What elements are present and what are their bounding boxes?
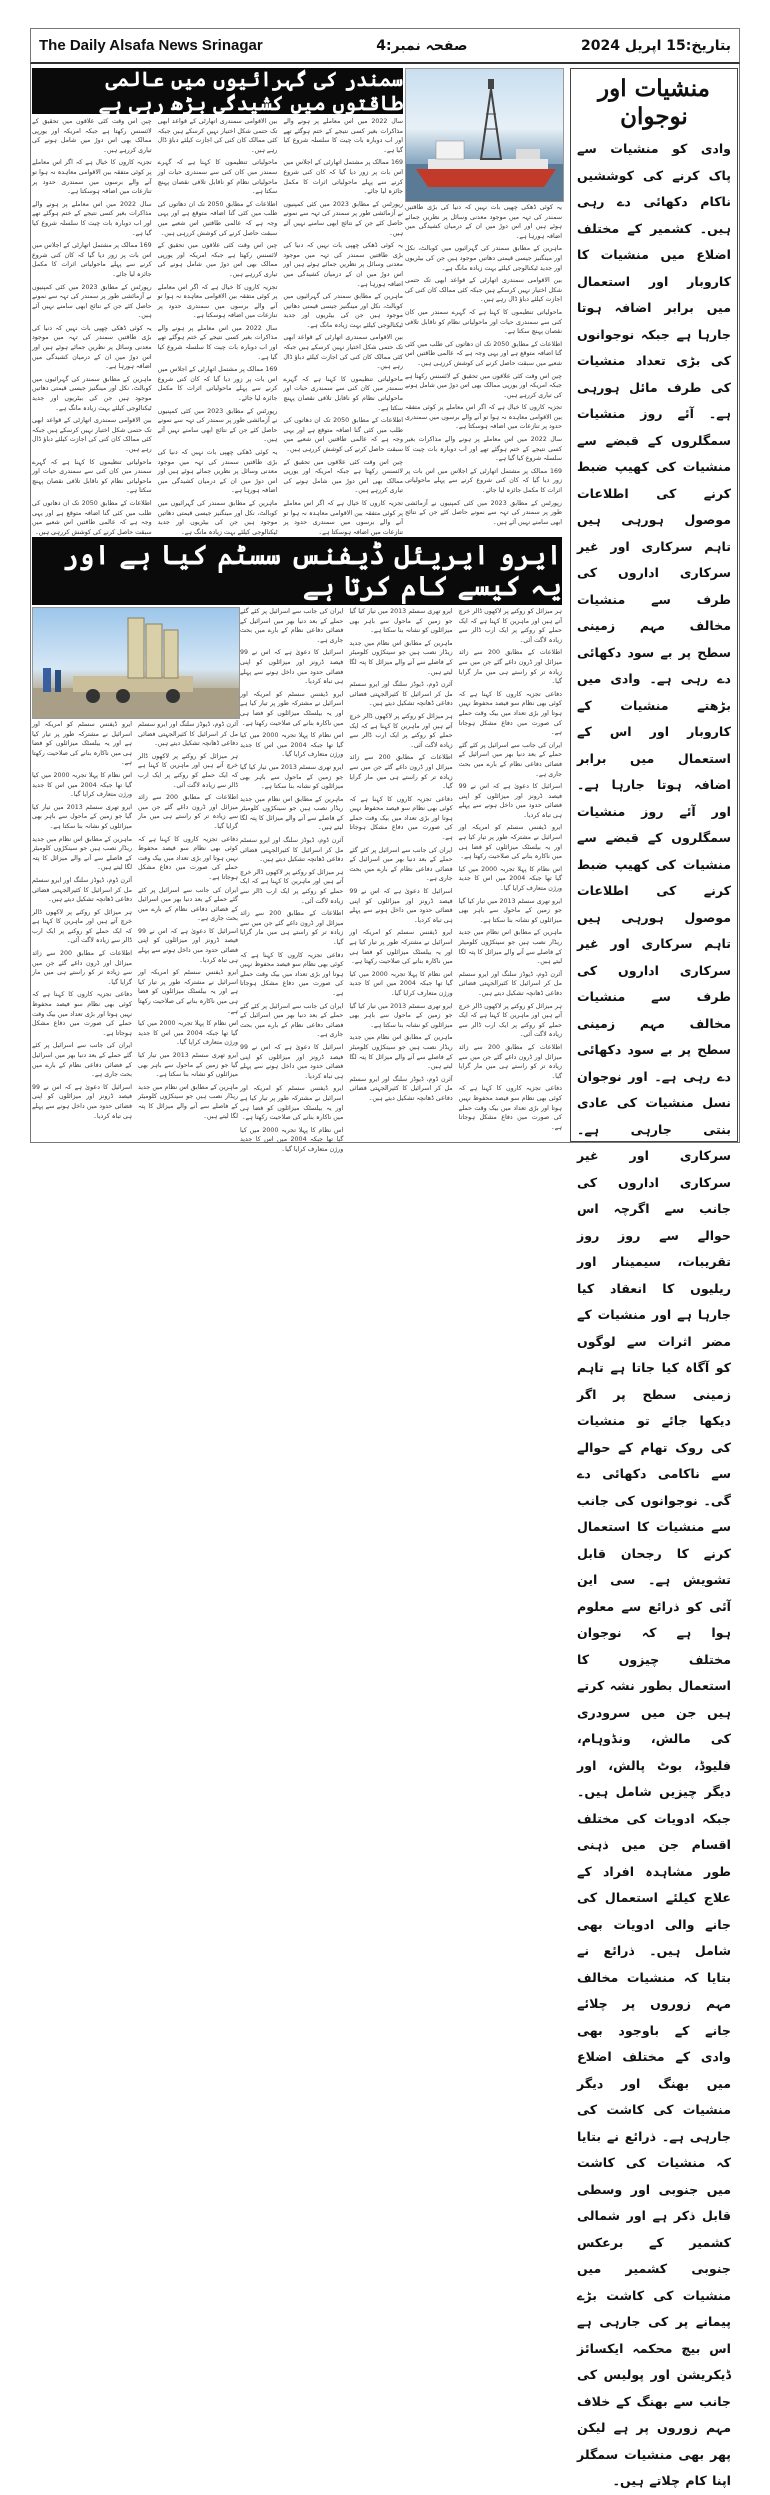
- paragraph: ایرو ڈیفنس سسٹم کو امریکہ اور اسرائیل نے مشترکہ طور پر تیار کیا ہے اور یہ بیلسٹک میزائلوں کو فضا ہی میں ناکارہ بنانے کی صلاحیت رکھتا ہے۔: [349, 929, 453, 966]
- paragraph: اطلاعات کے مطابق 200 سے زائد میزائل اور ڈرون داغے گئے جن میں سے زیادہ تر کو راستے ہی میں مار گرایا گیا۔: [458, 1043, 562, 1080]
- paragraph: ایرو تھری سسٹم 2013 میں تیار کیا گیا جو زمین کے ماحول سے باہر بھی میزائلوں کو نشانہ بنا سکتا ہے۔: [138, 1052, 238, 1079]
- paragraph: ماہرین کے مطابق سمندر کی گہرائیوں میں کوبالٹ، نکل اور مینگنیز جیسی قیمتی دھاتیں موجود ہیں جن کی بیٹریوں اور جدید ٹیکنالوجی کیلئے بہت زیادہ مانگ ہے۔: [157, 499, 278, 536]
- paragraph: ماحولیاتی تنظیموں کا کہنا ہے کہ گہرے سمندر میں کان کنی سے سمندری حیات اور ماحولیاتی نظام کو ناقابل تلافی نقصان پہنچ سکتا ہے۔: [405, 308, 562, 336]
- paragraph: ہر میزائل کو روکنے پر لاکھوں ڈالر خرچ آتے ہیں اور ماہرین کا کہنا ہے کہ ایک حملے کو روکنے پر ایک ارب ڈالر سے زیادہ لاگت آئی۔: [458, 608, 562, 644]
- paragraph: رپورٹس کے مطابق 2023 میں کئی کمپنیوں نے آزمائشی طور پر سمندر کی تہہ سے نمونے حاصل کئے جن کے نتائج ابھی سامنے نہیں آئے ہیں۔: [405, 499, 562, 526]
- article-2-columns: [240, 607, 562, 1153]
- paragraph: 169 ممالک پر مشتمل اتھارٹی کے اجلاس میں اس بات پر زور دیا گیا کہ کان کنی شروع کرنے سے پہلے ماحولیاتی اثرات کا مکمل جائزہ لیا جائے۔: [283, 159, 404, 196]
- paragraph: آئرن ڈوم، ڈیوڈز سلنگ اور ایرو سسٹم مل کر اسرائیل کا کثیرالجہتی فضائی دفاعی ڈھانچہ تشکیل دیتے ہیں۔: [349, 1075, 453, 1102]
- paragraph: رپورٹس کے مطابق 2023 میں کئی کمپنیوں نے آزمائشی طور پر سمندر کی تہہ سے نمونے حاصل کئے جن کے نتائج ابھی سامنے نہیں آئے ہیں۔: [157, 407, 278, 444]
- paragraph: یہ کوئی ڈھکی چھپی بات نہیں کہ دنیا کی بڑی طاقتیں سمندر کی تہہ میں موجود معدنی وسائل پر نظریں جمائے ہوئے ہیں اور اس دوڑ میں ان کے درمیان کشیدگی میں اضافہ ہورہا ہے۔: [405, 204, 562, 240]
- paragraph: دفاعی تجزیہ کاروں کا کہنا ہے کہ کوئی بھی نظام سو فیصد محفوظ نہیں ہوتا اور بڑی تعداد میں بیک وقت حملے کی صورت میں دفاع مشکل ہوجاتا ہے۔: [349, 795, 453, 842]
- paragraph: چین اس وقت کئی علاقوں میں تحقیق کے لائسنس رکھتا ہے جبکہ امریکہ اور یورپی ممالک بھی اس دوڑ میں شامل ہونے کی تیاری کررہے ہیں۔: [157, 242, 278, 278]
- paragraph: اس نظام کا پہلا تجربہ 2000 میں کیا گیا تھا جبکہ 2004 میں اس کا جدید ورژن متعارف کرایا گیا۔: [240, 1126, 344, 1153]
- paragraph: 169 ممالک پر مشتمل اتھارٹی کے اجلاس میں اس بات پر زور دیا گیا کہ کان کنی شروع کرنے سے پہلے ماحولیاتی اثرات کا مکمل جائزہ لیا جائے۔: [157, 366, 278, 403]
- paragraph: ہر میزائل کو روکنے پر لاکھوں ڈالر خرچ آتے ہیں اور ماہرین کا کہنا ہے کہ ایک حملے کو روکنے پر ایک ارب ڈالر سے زیادہ لاگت آئی۔: [349, 712, 453, 749]
- editorial-body: وادی کو منشیات سے پاک کرنے کی کوششیں ناکام دکھائی دے رہی ہیں۔ کشمیر کے مختلف اضلاع میں منشیات کا کاروبار اور استعمال میں برابر اضافہ ہوتا جارہا ہے جبکہ نوجوانوں کی بڑی تعداد منشیات کی طرف مائل ہورہی ہے۔ آئے روز منشیات سمگلروں کے قبضے سے منشیات کی کھیپ ضبط کرنے کی اطلاعات موصول ہورہی ہیں تاہم سرکاری اور غیر سرکاری اداروں کی طرف سے منشیات مخالف مہم زمینی سطح پر بے سود دکھائی دے رہی ہے۔ وادی میں بڑھتے منشیات کے کاروبار اور اس کے استعمال میں برابر اضافہ ہوتا جارہا ہے۔ اور آئے روز منشیات سمگلروں کے قبضے سے منشیات کی کھیپ ضبط کرنے کی اطلاعات موصول ہورہی ہیں تاہم سرکاری اور غیر سرکاری اداروں کی طرف سے منشیات مخالف مہم زمینی سطح پر بے سود دکھائی دے رہی ہے۔ اور نوجوان نسل منشیات کی عادی بنتی جارہی ہے۔ سرکاری اور غیر سرکاری اداروں کی جانب سے اگرچہ اس حوالے سے روز روز تقریبات، سیمینار اور ریلیوں کا انعقاد کیا جارہا ہے اور منشیات کے مضر اثرات سے لوگوں کو آگاہ کیا جاتا ہے تاہم زمینی سطح پر اگر دیکھا جائے تو منشیات کی روک تھام کے حوالے سے ناکامی دکھائی دے گی۔ نوجوانوں کی جانب سے منشیات کا استعمال کرنے کا رجحان قابل تشویش ہے۔ سی این آئی کو ذرائع سے معلوم ہوا ہے کہ نوجوان مختلف چیزوں کا استعمال بطور نشہ کرتے ہیں جن میں سرودری کی مالش، ونڈوہام، فلیوڈ، بوٹ پالش، اور دیگر چیزیں شامل ہیں۔ جبکہ ادویات کی مختلف اقسام جن میں ذہنی طور مشاہدہ افراد کے علاج کیلئے استعمال کی جانے والی ادویات بھی شامل ہیں۔ ذرائع نے بتایا کہ منشیات مخالف مہم زوروں پر چلائے جانے کے باوجود بھی وادی کے مختلف اضلاع میں بھنگ اور دیگر منشیات کی کاشت کی جارہی ہے۔ ذرائع نے بتایا کہ منشیات کی کاشت میں جنوبی اور وسطی قابل ذکر ہے اور شمالی کشمیر کے برعکس جنوبی کشمیر میں منشیات کی کاشت بڑے پیمانے پر کی جارہی ہے اس بیچ محکمہ ایکسائز ڈیکریشن اور پولیس کی جانب سے بھنگ کے خلاف مہم زوروں پر ہے لیکن پھر بھی منشیات سمگلر اپنا کام چلاتے ہیں۔: [577, 141, 731, 2489]
- paragraph: اطلاعات کے مطابق 2050 تک ان دھاتوں کی طلب میں کئی گنا اضافہ متوقع ہے اور یہی وجہ ہے کہ عالمی طاقتیں اس شعبے میں سبقت حاصل کرنے کی کوشش کررہی ہیں۔: [32, 499, 152, 536]
- editorial-title: منشیات اور نوجوان: [598, 75, 710, 130]
- paragraph: چین اس وقت کئی علاقوں میں تحقیق کے لائسنس رکھتا ہے جبکہ امریکہ اور یورپی ممالک بھی اس دوڑ میں شامل ہونے کی تیاری کررہے ہیں۔: [32, 118, 152, 154]
- paragraph: تجزیہ کاروں کا خیال ہے کہ اگر اس معاملے پر کوئی متفقہ بین الاقوامی معاہدہ نہ ہوا تو آنے والے برسوں میں سمندری حدود پر تنازعات میں اضافہ ہوسکتا ہے۔: [283, 499, 404, 536]
- paragraph: ایرو ڈیفنس سسٹم کو امریکہ اور اسرائیل نے مشترکہ طور پر تیار کیا ہے اور یہ بیلسٹک میزائلوں کو فضا ہی میں ناکارہ بنانے کی صلاحیت رکھتا ہے۔: [240, 1085, 344, 1122]
- paragraph: ایران کی جانب سے اسرائیل پر کئے گئے حملے کے بعد دنیا بھر میں اسرائیل کے فضائی دفاعی نظام کے بارے میں بحث جاری ہے۔: [240, 608, 344, 644]
- paragraph: ماہرین کے مطابق اس نظام میں جدید ریڈار نصب ہیں جو سینکڑوں کلومیٹر کے فاصلے سے آنے والے میزائل کا پتہ لگا لیتے ہیں۔: [240, 795, 344, 832]
- paragraph: ایرو تھری سسٹم 2013 میں تیار کیا گیا جو زمین کے ماحول سے باہر بھی میزائلوں کو نشانہ بنا سکتا ہے۔: [458, 897, 562, 924]
- paragraph: تجزیہ کاروں کا خیال ہے کہ اگر اس معاملے پر کوئی متفقہ بین الاقوامی معاہدہ نہ ہوا تو آنے والے برسوں میں سمندری حدود پر تنازعات میں اضافہ ہوسکتا ہے۔: [32, 159, 152, 196]
- paragraph: دفاعی تجزیہ کاروں کا کہنا ہے کہ کوئی بھی نظام سو فیصد محفوظ نہیں ہوتا اور بڑی تعداد میں بیک وقت حملے کی صورت میں دفاع مشکل ہوجاتا ہے۔: [32, 991, 132, 1037]
- article-column: [32, 117, 152, 536]
- paragraph: اسرائیل کا دعویٰ ہے کہ اس نے 99 فیصد ڈرونز اور میزائلوں کو اپنی فضائی حدود میں داخل ہونے سے پہلے ہی تباہ کردیا۔: [138, 927, 238, 964]
- paragraph: بین الاقوامی سمندری اتھارٹی کے قواعد ابھی تک حتمی شکل اختیار نہیں کرسکے ہیں جبکہ کئی ممالک کان کنی کی اجازت کیلئے دباؤ ڈال رہے ہیں۔: [283, 334, 404, 371]
- paragraph: اطلاعات کے مطابق 200 سے زائد میزائل اور ڈرون داغے گئے جن میں سے زیادہ تر کو راستے ہی میں مار گرایا گیا۔: [349, 754, 453, 791]
- paragraph: ماہرین کے مطابق اس نظام میں جدید ریڈار نصب ہیں جو سینکڑوں کلومیٹر کے فاصلے سے آنے والے میزائل کا پتہ لگا لیتے ہیں۔: [32, 835, 132, 872]
- editorial-column: [570, 68, 738, 2489]
- paragraph: ایرو تھری سسٹم 2013 میں تیار کیا گیا جو زمین کے ماحول سے باہر بھی میزائلوں کو نشانہ بنا سکتا ہے۔: [240, 763, 344, 791]
- paragraph: ایرو ڈیفنس سسٹم کو امریکہ اور اسرائیل نے مشترکہ طور پر تیار کیا ہے اور یہ بیلسٹک میزائلوں کو فضا ہی میں ناکارہ بنانے کی صلاحیت رکھتا ہے۔: [32, 721, 132, 767]
- paragraph: بین الاقوامی سمندری اتھارٹی کے قواعد ابھی تک حتمی شکل اختیار نہیں کرسکے ہیں جبکہ کئی ممالک کان کنی کی اجازت کیلئے دباؤ ڈال رہے ہیں۔: [157, 118, 278, 154]
- paragraph: ایران کی جانب سے اسرائیل پر کئے گئے حملے کے بعد دنیا بھر میں اسرائیل کے فضائی دفاعی نظام کے بارے میں بحث جاری ہے۔: [240, 1002, 344, 1039]
- paragraph: سال 2022 میں اس معاملے پر ہونے والے مذاکرات بغیر کسی نتیجے کے ختم ہوگئے تھے اور اب دوبارہ بات چیت کا سلسلہ شروع کیا گیا ہے۔: [32, 200, 152, 237]
- paragraph: آئرن ڈوم، ڈیوڈز سلنگ اور ایرو سسٹم مل کر اسرائیل کا کثیرالجہتی فضائی دفاعی ڈھانچہ تشکیل دیتے ہیں۔: [458, 970, 562, 997]
- paragraph: دفاعی تجزیہ کاروں کا کہنا ہے کہ کوئی بھی نظام سو فیصد محفوظ نہیں ہوتا اور بڑی تعداد میں بیک وقت حملے کی صورت میں دفاع مشکل ہوجاتا ہے۔: [138, 835, 238, 881]
- paragraph: ہر میزائل کو روکنے پر لاکھوں ڈالر خرچ آتے ہیں اور ماہرین کا کہنا ہے کہ ایک حملے کو روکنے پر ایک ارب ڈالر سے زیادہ لاگت آئی۔: [240, 868, 344, 905]
- paragraph: آئرن ڈوم، ڈیوڈز سلنگ اور ایرو سسٹم مل کر اسرائیل کا کثیرالجہتی فضائی دفاعی ڈھانچہ تشکیل دیتے ہیں۔: [240, 837, 344, 864]
- paragraph: آئرن ڈوم، ڈیوڈز سلنگ اور ایرو سسٹم مل کر اسرائیل کا کثیرالجہتی فضائی دفاعی ڈھانچہ تشکیل دیتے ہیں۔: [349, 681, 453, 708]
- article-column: [32, 720, 132, 1141]
- paragraph: ماہرین کے مطابق اس نظام میں جدید ریڈار نصب ہیں جو سینکڑوں کلومیٹر کے فاصلے سے آنے والے میزائل کا پتہ لگا لیتے ہیں۔: [458, 929, 562, 966]
- paragraph: ماحولیاتی تنظیموں کا کہنا ہے کہ گہرے سمندر میں کان کنی سے سمندری حیات اور ماحولیاتی نظام کو ناقابل تلافی نقصان پہنچ سکتا ہے۔: [32, 458, 152, 495]
- article-2-columns-left: [32, 720, 238, 1141]
- paragraph: دفاعی تجزیہ کاروں کا کہنا ہے کہ کوئی بھی نظام سو فیصد محفوظ نہیں ہوتا اور بڑی تعداد میں بیک وقت حملے کی صورت میں دفاع مشکل ہوجاتا ہے۔: [240, 951, 344, 997]
- page-number: صفحہ نمبر:4: [376, 37, 468, 54]
- paragraph: اس نظام کا پہلا تجربہ 2000 میں کیا گیا تھا جبکہ 2004 میں اس کا جدید ورژن متعارف کرایا گیا۔: [349, 970, 453, 997]
- paragraph: ماہرین کے مطابق سمندر کی گہرائیوں میں کوبالٹ، نکل اور مینگنیز جیسی قیمتی دھاتیں موجود ہیں جن کی بیٹریوں اور جدید ٹیکنالوجی کیلئے بہت زیادہ مانگ ہے۔: [32, 375, 152, 412]
- paragraph: ماحولیاتی تنظیموں کا کہنا ہے کہ گہرے سمندر میں کان کنی سے سمندری حیات اور ماحولیاتی نظام کو ناقابل تلافی نقصان پہنچ سکتا ہے۔: [157, 159, 278, 196]
- paragraph: ماہرین کے مطابق اس نظام میں جدید ریڈار نصب ہیں جو سینکڑوں کلومیٹر کے فاصلے سے آنے والے میزائل کا پتہ لگا لیتے ہیں۔: [349, 1034, 453, 1071]
- paragraph: ہر میزائل کو روکنے پر لاکھوں ڈالر خرچ آتے ہیں اور ماہرین کا کہنا ہے کہ ایک حملے کو روکنے پر ایک ارب ڈالر سے زیادہ لاگت آئی۔: [138, 752, 238, 789]
- paragraph: ایران کی جانب سے اسرائیل پر کئے گئے حملے کے بعد دنیا بھر میں اسرائیل کے فضائی دفاعی نظام کے بارے میں بحث جاری ہے۔: [349, 846, 453, 883]
- paragraph: ماہرین کے مطابق سمندر کی گہرائیوں میں کوبالٹ، نکل اور مینگنیز جیسی قیمتی دھاتیں موجود ہیں جن کی بیٹریوں اور جدید ٹیکنالوجی کیلئے بہت زیادہ مانگ ہے۔: [405, 245, 562, 272]
- article-1-headline: سمندر کی گہرائیوں میں عالمی طاقتوں میں کشیدگی بڑھ رہی ہے: [32, 68, 403, 114]
- issue-date: بتاریخ:15 اپریل 2024: [581, 37, 731, 54]
- article-2-photo: [32, 607, 240, 719]
- paragraph: اس نظام کا پہلا تجربہ 2000 میں کیا گیا تھا جبکہ 2004 میں اس کا جدید ورژن متعارف کرایا گیا۔: [32, 771, 133, 799]
- paragraph: اطلاعات کے مطابق 200 سے زائد میزائل اور ڈرون داغے گئے جن میں سے زیادہ تر کو راستے ہی میں مار گرایا گیا۔: [240, 910, 344, 946]
- paragraph: اسرائیل کا دعویٰ ہے کہ اس نے 99 فیصد ڈرونز اور میزائلوں کو اپنی فضائی حدود میں داخل ہونے سے پہلے ہی تباہ کردیا۔: [32, 1083, 132, 1120]
- paragraph: تجزیہ کاروں کا خیال ہے کہ اگر اس معاملے پر کوئی متفقہ بین الاقوامی معاہدہ نہ ہوا تو آنے والے برسوں میں سمندری حدود پر تنازعات میں اضافہ ہوسکتا ہے۔: [405, 404, 562, 431]
- article-column: [157, 117, 278, 536]
- paragraph: اطلاعات کے مطابق 2050 تک ان دھاتوں کی طلب میں کئی گنا اضافہ متوقع ہے اور یہی وجہ ہے کہ عالمی طاقتیں اس شعبے میں سبقت حاصل کرنے کی کوشش کررہی ہیں۔: [157, 200, 278, 237]
- paragraph: آئرن ڈوم، ڈیوڈز سلنگ اور ایرو سسٹم مل کر اسرائیل کا کثیرالجہتی فضائی دفاعی ڈھانچہ تشکیل دیتے ہیں۔: [138, 721, 238, 748]
- article-column: [138, 720, 238, 1141]
- paragraph: ایرو تھری سسٹم 2013 میں تیار کیا گیا جو زمین کے ماحول سے باہر بھی میزائلوں کو نشانہ بنا سکتا ہے۔: [32, 803, 132, 830]
- paragraph: اطلاعات کے مطابق 200 سے زائد میزائل اور ڈرون داغے گئے جن میں سے زیادہ تر کو راستے ہی میں مار گرایا گیا۔: [138, 794, 238, 830]
- paragraph: اسرائیل کا دعویٰ ہے کہ اس نے 99 فیصد ڈرونز اور میزائلوں کو اپنی فضائی حدود میں داخل ہونے سے پہلے ہی تباہ کردیا۔: [240, 649, 344, 686]
- paragraph: سال 2022 میں اس معاملے پر ہونے والے مذاکرات بغیر کسی نتیجے کے ختم ہوگئے تھے اور اب دوبارہ بات چیت کا سلسلہ شروع کیا گیا ہے۔: [405, 436, 562, 463]
- article-column: [240, 607, 344, 1153]
- newspaper-name: The Daily Alsafa News Srinagar: [39, 37, 263, 54]
- paragraph: ایرو ڈیفنس سسٹم کو امریکہ اور اسرائیل نے مشترکہ طور پر تیار کیا ہے اور یہ بیلسٹک میزائلوں کو فضا ہی میں ناکارہ بنانے کی صلاحیت رکھتا ہے۔: [458, 824, 562, 861]
- paragraph: بین الاقوامی سمندری اتھارٹی کے قواعد ابھی تک حتمی شکل اختیار نہیں کرسکے ہیں جبکہ کئی ممالک کان کنی کی اجازت کیلئے دباؤ ڈال رہے ہیں۔: [32, 417, 152, 453]
- paragraph: رپورٹس کے مطابق 2023 میں کئی کمپنیوں نے آزمائشی طور پر سمندر کی تہہ سے نمونے حاصل کئے جن کے نتائج ابھی سامنے نہیں آئے ہیں۔: [32, 283, 152, 320]
- article-column: [405, 203, 562, 530]
- paragraph: آئرن ڈوم، ڈیوڈز سلنگ اور ایرو سسٹم مل کر اسرائیل کا کثیرالجہتی فضائی دفاعی ڈھانچہ تشکیل دیتے ہیں۔: [32, 876, 132, 904]
- paragraph: ماہرین کے مطابق اس نظام میں جدید ریڈار نصب ہیں جو سینکڑوں کلومیٹر کے فاصلے سے آنے والے میزائل کا پتہ لگا لیتے ہیں۔: [349, 639, 453, 676]
- paragraph: یہ کوئی ڈھکی چھپی بات نہیں کہ دنیا کی بڑی طاقتیں سمندر کی تہہ میں موجود معدنی وسائل پر نظریں جمائے ہوئے ہیں اور اس دوڑ میں ان کے درمیان کشیدگی میں اضافہ ہورہا ہے۔: [283, 242, 404, 288]
- paragraph: اطلاعات کے مطابق 200 سے زائد میزائل اور ڈرون داغے گئے جن میں سے زیادہ تر کو راستے ہی میں مار گرایا گیا۔: [458, 649, 562, 686]
- paragraph: اس نظام کا پہلا تجربہ 2000 میں کیا گیا تھا جبکہ 2004 میں اس کا جدید ورژن متعارف کرایا گیا۔: [240, 732, 344, 759]
- paragraph: اسرائیل کا دعویٰ ہے کہ اس نے 99 فیصد ڈرونز اور میزائلوں کو اپنی فضائی حدود میں داخل ہونے سے پہلے ہی تباہ کردیا۔: [458, 783, 562, 819]
- paragraph: چین اس وقت کئی علاقوں میں تحقیق کے لائسنس رکھتا ہے جبکہ امریکہ اور یورپی ممالک بھی اس دوڑ میں شامل ہونے کی تیاری کررہے ہیں۔: [405, 372, 562, 399]
- paragraph: ایرو تھری سسٹم 2013 میں تیار کیا گیا جو زمین کے ماحول سے باہر بھی میزائلوں کو نشانہ بنا سکتا ہے۔: [349, 1002, 453, 1029]
- paragraph: ہر میزائل کو روکنے پر لاکھوں ڈالر خرچ آتے ہیں اور ماہرین کا کہنا ہے کہ ایک حملے کو روکنے پر ایک ارب ڈالر سے زیادہ لاگت آئی۔: [458, 1002, 562, 1039]
- paragraph: اسرائیل کا دعویٰ ہے کہ اس نے 99 فیصد ڈرونز اور میزائلوں کو اپنی فضائی حدود میں داخل ہونے سے پہلے ہی تباہ کردیا۔: [349, 888, 453, 924]
- article-column: [459, 607, 562, 1141]
- article-2-headline: ایرو ایریئل ڈیفنس سسٹم کیا ہے اور یہ کیسے کام کرتا ہے: [32, 537, 562, 605]
- paragraph: اس نظام کا پہلا تجربہ 2000 میں کیا گیا تھا جبکہ 2004 میں اس کا جدید ورژن متعارف کرایا گیا۔: [138, 1020, 239, 1047]
- air-defense-launcher-illustration: [33, 608, 239, 718]
- paragraph: دفاعی تجزیہ کاروں کا کہنا ہے کہ کوئی بھی نظام سو فیصد محفوظ نہیں ہوتا اور بڑی تعداد میں بیک وقت حملے کی صورت میں دفاع مشکل ہوجاتا ہے۔: [458, 1085, 562, 1131]
- paragraph: بین الاقوامی سمندری اتھارٹی کے قواعد ابھی تک حتمی شکل اختیار نہیں کرسکے ہیں جبکہ کئی ممالک کان کنی کی اجازت کیلئے دباؤ ڈال رہے ہیں۔: [405, 277, 562, 304]
- paragraph: اطلاعات کے مطابق 2050 تک ان دھاتوں کی طلب میں کئی گنا اضافہ متوقع ہے اور یہی وجہ ہے کہ عالمی طاقتیں اس شعبے میں سبقت حاصل کرنے کی کوشش کررہی ہیں۔: [405, 340, 563, 367]
- paragraph: ایرو ڈیفنس سسٹم کو امریکہ اور اسرائیل نے مشترکہ طور پر تیار کیا ہے اور یہ بیلسٹک میزائلوں کو فضا ہی میں ناکارہ بنانے کی صلاحیت رکھتا ہے۔: [138, 969, 238, 1015]
- paragraph: سال 2022 میں اس معاملے پر ہونے والے مذاکرات بغیر کسی نتیجے کے ختم ہوگئے تھے اور اب دوبارہ بات چیت کا سلسلہ شروع کیا گیا ہے۔: [283, 118, 404, 154]
- article-1-columns: [32, 117, 404, 536]
- paragraph: اطلاعات کے مطابق 200 سے زائد میزائل اور ڈرون داغے گئے جن میں سے زیادہ تر کو راستے ہی میں مار گرایا گیا۔: [32, 950, 132, 986]
- article-column: [349, 607, 452, 1141]
- paragraph: یہ کوئی ڈھکی چھپی بات نہیں کہ دنیا کی بڑی طاقتیں سمندر کی تہہ میں موجود معدنی وسائل پر نظریں جمائے ہوئے ہیں اور اس دوڑ میں ان کے درمیان کشیدگی میں اضافہ ہورہا ہے۔: [32, 324, 152, 371]
- paragraph: ہر میزائل کو روکنے پر لاکھوں ڈالر خرچ آتے ہیں اور ماہرین کا کہنا ہے کہ ایک حملے کو روکنے پر ایک ارب ڈالر سے زیادہ لاگت آئی۔: [32, 908, 132, 945]
- paragraph: تجزیہ کاروں کا خیال ہے کہ اگر اس معاملے پر کوئی متفقہ بین الاقوامی معاہدہ نہ ہوا تو آنے والے برسوں میں سمندری حدود پر تنازعات میں اضافہ ہوسکتا ہے۔: [157, 283, 278, 320]
- paragraph: رپورٹس کے مطابق 2023 میں کئی کمپنیوں نے آزمائشی طور پر سمندر کی تہہ سے نمونے حاصل کئے جن کے نتائج ابھی سامنے نہیں آئے ہیں۔: [283, 200, 404, 237]
- paragraph: ایران کی جانب سے اسرائیل پر کئے گئے حملے کے بعد دنیا بھر میں اسرائیل کے فضائی دفاعی نظام کے بارے میں بحث جاری ہے۔: [458, 741, 562, 778]
- paragraph: ماہرین کے مطابق سمندر کی گہرائیوں میں کوبالٹ، نکل اور مینگنیز جیسی قیمتی دھاتیں موجود ہیں جن کی بیٹریوں اور جدید ٹیکنالوجی کیلئے بہت زیادہ مانگ ہے۔: [283, 293, 404, 329]
- paragraph: ایرو ڈیفنس سسٹم کو امریکہ اور اسرائیل نے مشترکہ طور پر تیار کیا ہے اور یہ بیلسٹک میزائلوں کو فضا ہی میں ناکارہ بنانے کی صلاحیت رکھتا ہے۔: [240, 690, 344, 727]
- article-1-columns-top: [405, 203, 562, 530]
- paragraph: دفاعی تجزیہ کاروں کا کہنا ہے کہ کوئی بھی نظام سو فیصد محفوظ نہیں ہوتا اور بڑی تعداد میں بیک وقت حملے کی صورت میں دفاع مشکل ہوجاتا ہے۔: [458, 690, 562, 737]
- drillship-illustration: [406, 69, 563, 201]
- article-1-photo: [405, 68, 564, 202]
- masthead: [30, 28, 740, 64]
- paragraph: ایران کی جانب سے اسرائیل پر کئے گئے حملے کے بعد دنیا بھر میں اسرائیل کے فضائی دفاعی نظام کے بارے میں بحث جاری ہے۔: [32, 1042, 132, 1079]
- paragraph: ایرو تھری سسٹم 2013 میں تیار کیا گیا جو زمین کے ماحول سے باہر بھی میزائلوں کو نشانہ بنا سکتا ہے۔: [349, 608, 453, 635]
- paragraph: چین اس وقت کئی علاقوں میں تحقیق کے لائسنس رکھتا ہے جبکہ امریکہ اور یورپی ممالک بھی اس دوڑ میں شامل ہونے کی تیاری کررہے ہیں۔: [283, 458, 404, 495]
- paragraph: سال 2022 میں اس معاملے پر ہونے والے مذاکرات بغیر کسی نتیجے کے ختم ہوگئے تھے اور اب دوبارہ بات چیت کا سلسلہ شروع کیا گیا ہے۔: [157, 324, 278, 361]
- paragraph: یہ کوئی ڈھکی چھپی بات نہیں کہ دنیا کی بڑی طاقتیں سمندر کی تہہ میں موجود معدنی وسائل پر نظریں جمائے ہوئے ہیں اور اس دوڑ میں ان کے درمیان کشیدگی میں اضافہ ہورہا ہے۔: [157, 449, 278, 495]
- paragraph: 169 ممالک پر مشتمل اتھارٹی کے اجلاس میں اس بات پر زور دیا گیا کہ کان کنی شروع کرنے سے پہلے ماحولیاتی اثرات کا مکمل جائزہ لیا جائے۔: [32, 242, 152, 278]
- article-column: [283, 117, 404, 536]
- paragraph: ماہرین کے مطابق اس نظام میں جدید ریڈار نصب ہیں جو سینکڑوں کلومیٹر کے فاصلے سے آنے والے میزائل کا پتہ لگا لیتے ہیں۔: [138, 1083, 238, 1120]
- paragraph: اسرائیل کا دعویٰ ہے کہ اس نے 99 فیصد ڈرونز اور میزائلوں کو اپنی فضائی حدود میں داخل ہونے سے پہلے ہی تباہ کردیا۔: [240, 1043, 344, 1080]
- paragraph: ایران کی جانب سے اسرائیل پر کئے گئے حملے کے بعد دنیا بھر میں اسرائیل کے فضائی دفاعی نظام کے بارے میں بحث جاری ہے۔: [138, 886, 238, 923]
- paragraph: 169 ممالک پر مشتمل اتھارٹی کے اجلاس میں اس بات پر زور دیا گیا کہ کان کنی شروع کرنے سے پہلے ماحولیاتی اثرات کا مکمل جائزہ لیا جائے۔: [405, 467, 562, 495]
- paragraph: اس نظام کا پہلا تجربہ 2000 میں کیا گیا تھا جبکہ 2004 میں اس کا جدید ورژن متعارف کرایا گیا۔: [458, 865, 562, 893]
- paragraph: اطلاعات کے مطابق 2050 تک ان دھاتوں کی طلب میں کئی گنا اضافہ متوقع ہے اور یہی وجہ ہے کہ عالمی طاقتیں اس شعبے میں سبقت حاصل کرنے کی کوشش کررہی ہیں۔: [283, 417, 404, 453]
- paragraph: ماحولیاتی تنظیموں کا کہنا ہے کہ گہرے سمندر میں کان کنی سے سمندری حیات اور ماحولیاتی نظام کو ناقابل تلافی نقصان پہنچ سکتا ہے۔: [283, 375, 404, 412]
